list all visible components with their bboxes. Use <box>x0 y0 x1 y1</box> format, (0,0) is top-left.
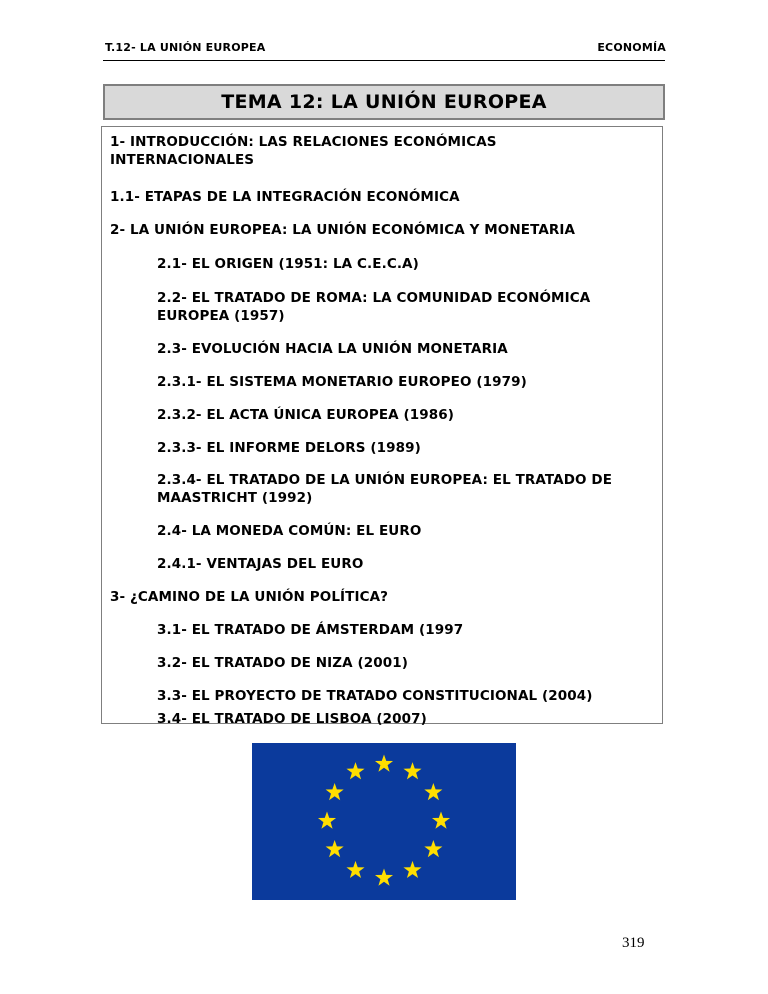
toc-item: 1.1- ETAPAS DE LA INTEGRACIÓN ECONÓMICA <box>110 189 460 205</box>
running-header-right: ECONOMÍA <box>597 41 666 54</box>
toc-item: 2.1- EL ORIGEN (1951: LA C.E.C.A) <box>157 256 419 272</box>
header-rule <box>103 60 665 61</box>
toc-item: 2.2- EL TRATADO DE ROMA: LA COMUNIDAD ECONÓMICA EUROPEA (1957) <box>157 290 591 324</box>
page-title: TEMA 12: LA UNIÓN EUROPEA <box>221 91 547 113</box>
toc-item: 3.4- EL TRATADO DE LISBOA (2007) <box>157 711 427 727</box>
table-of-contents <box>101 126 663 727</box>
toc-item: 2.3.3- EL INFORME DELORS (1989) <box>157 440 421 456</box>
eu-flag-image <box>252 743 516 900</box>
toc-item: 3- ¿CAMINO DE LA UNIÓN POLÍTICA? <box>110 589 389 605</box>
title-box <box>103 84 665 120</box>
toc-item: 2.4.1- VENTAJAS DEL EURO <box>157 556 364 572</box>
toc-item: 2.3- EVOLUCIÓN HACIA LA UNIÓN MONETARIA <box>157 341 508 357</box>
running-header-left: T.12- LA UNIÓN EUROPEA <box>105 41 266 54</box>
toc-item: 3.3- EL PROYECTO DE TRATADO CONSTITUCIONAL (2004) <box>157 688 593 704</box>
toc-item: 2.4- LA MONEDA COMÚN: EL EURO <box>157 523 422 539</box>
toc-item: 2.3.4- EL TRATADO DE LA UNIÓN EUROPEA: EL TRATADO DE MAASTRICHT (1992) <box>157 472 613 506</box>
toc-item: 2.3.1- EL SISTEMA MONETARIO EUROPEO (1979) <box>157 374 527 390</box>
toc-item: 2- LA UNIÓN EUROPEA: LA UNIÓN ECONÓMICA Y MONETARIA <box>110 222 576 238</box>
toc-item: 1- INTRODUCCIÓN: LAS RELACIONES ECONÓMICAS INTERNACIONALES <box>110 134 497 168</box>
toc-item: 2.3.2- EL ACTA ÚNICA EUROPEA (1986) <box>157 407 454 423</box>
toc-item: 3.1- EL TRATADO DE ÁMSTERDAM (1997 <box>157 622 464 638</box>
page-number: 319 <box>622 935 645 951</box>
toc-item: 3.2- EL TRATADO DE NIZA (2001) <box>157 655 409 671</box>
